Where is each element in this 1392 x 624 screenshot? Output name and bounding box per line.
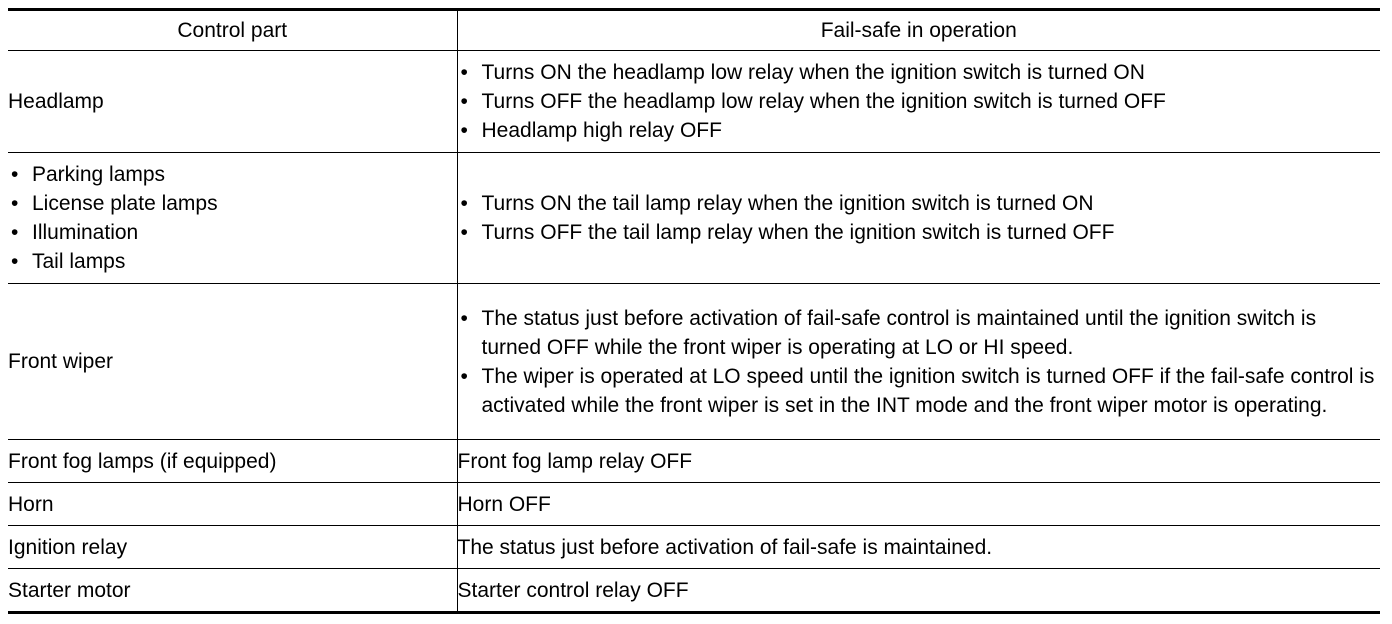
list-item xyxy=(8,189,457,218)
bullet: • xyxy=(460,90,468,113)
control-part-list xyxy=(8,160,457,276)
list-item-text: Illumination xyxy=(32,221,139,244)
list-item xyxy=(8,218,457,247)
list-item xyxy=(8,160,457,189)
control-part-cell: Starter motor xyxy=(8,578,131,602)
header-control-part: Control part xyxy=(8,10,457,51)
fail-safe-cell: Starter control relay OFF xyxy=(457,569,1380,613)
control-part-cell: Front wiper xyxy=(8,284,457,440)
list-item-text: Turns ON the headlamp low relay when the ignition switch is turned ON xyxy=(481,61,1145,84)
list-item-text: Turns ON the tail lamp relay when the ignition switch is turned ON xyxy=(481,192,1094,215)
table-row xyxy=(8,483,1380,526)
fail-safe-list xyxy=(458,189,1381,247)
header-fail-safe: Fail-safe in operation xyxy=(457,10,1380,51)
table-row xyxy=(8,526,1380,569)
bullet: • xyxy=(460,61,468,84)
fail-safe-list xyxy=(458,58,1381,145)
bullet: • xyxy=(460,192,468,215)
control-part-cell: Horn xyxy=(8,483,457,526)
control-part-cell: Front fog lamps (if equipped) xyxy=(8,440,457,483)
table-row xyxy=(8,153,1380,284)
list-item xyxy=(458,87,1381,116)
table-header-row xyxy=(8,10,1380,51)
list-item-text: Parking lamps xyxy=(32,163,166,186)
list-item xyxy=(458,189,1381,218)
bullet: • xyxy=(11,192,19,215)
list-item-text: The wiper is operated at LO speed until the ignition switch is turned OFF if the fail-safe control is activated while the front wiper is set in the INT mode and the front wiper motor is operating. xyxy=(481,364,1375,417)
bullet: • xyxy=(11,163,19,186)
fail-safe-cell: Front fog lamp relay OFF xyxy=(457,440,1380,483)
list-item xyxy=(458,218,1381,247)
list-item-text: License plate lamps xyxy=(32,192,218,215)
list-item xyxy=(458,362,1381,420)
fail-safe-list xyxy=(458,304,1381,420)
fail-safe-cell xyxy=(457,284,1380,440)
fail-safe-cell: The status just before activation of fail-safe is maintained. xyxy=(457,526,1380,569)
list-item xyxy=(458,304,1381,362)
list-item xyxy=(458,58,1381,87)
table-row xyxy=(8,569,1380,613)
bullet: • xyxy=(11,221,19,244)
table-row xyxy=(8,284,1380,440)
bullet: • xyxy=(460,306,468,330)
fail-safe-cell xyxy=(457,51,1380,153)
control-part-cell xyxy=(8,153,457,284)
list-item-text: Headlamp high relay OFF xyxy=(481,119,722,142)
control-part-cell: Ignition relay xyxy=(8,526,457,569)
table-row xyxy=(8,440,1380,483)
bullet: • xyxy=(460,119,468,142)
fail-safe-cell: Horn OFF xyxy=(457,483,1380,526)
list-item-text: Tail lamps xyxy=(32,250,126,273)
list-item-text: Turns OFF the headlamp low relay when the ignition switch is turned OFF xyxy=(481,90,1166,113)
fail-safe-table xyxy=(8,8,1380,614)
bullet: • xyxy=(460,364,468,388)
list-item xyxy=(8,247,457,276)
list-item xyxy=(458,116,1381,145)
bullet: • xyxy=(460,221,468,244)
bullet: • xyxy=(11,250,19,273)
table-row xyxy=(8,51,1380,153)
control-part-cell: Headlamp xyxy=(8,51,457,153)
list-item-text: Turns OFF the tail lamp relay when the ignition switch is turned OFF xyxy=(481,221,1115,244)
fail-safe-cell xyxy=(457,153,1380,284)
list-item-text: The status just before activation of fail-safe control is maintained until the ignition switch is turned OFF while the front wiper is operating at LO or HI speed. xyxy=(481,306,1317,359)
